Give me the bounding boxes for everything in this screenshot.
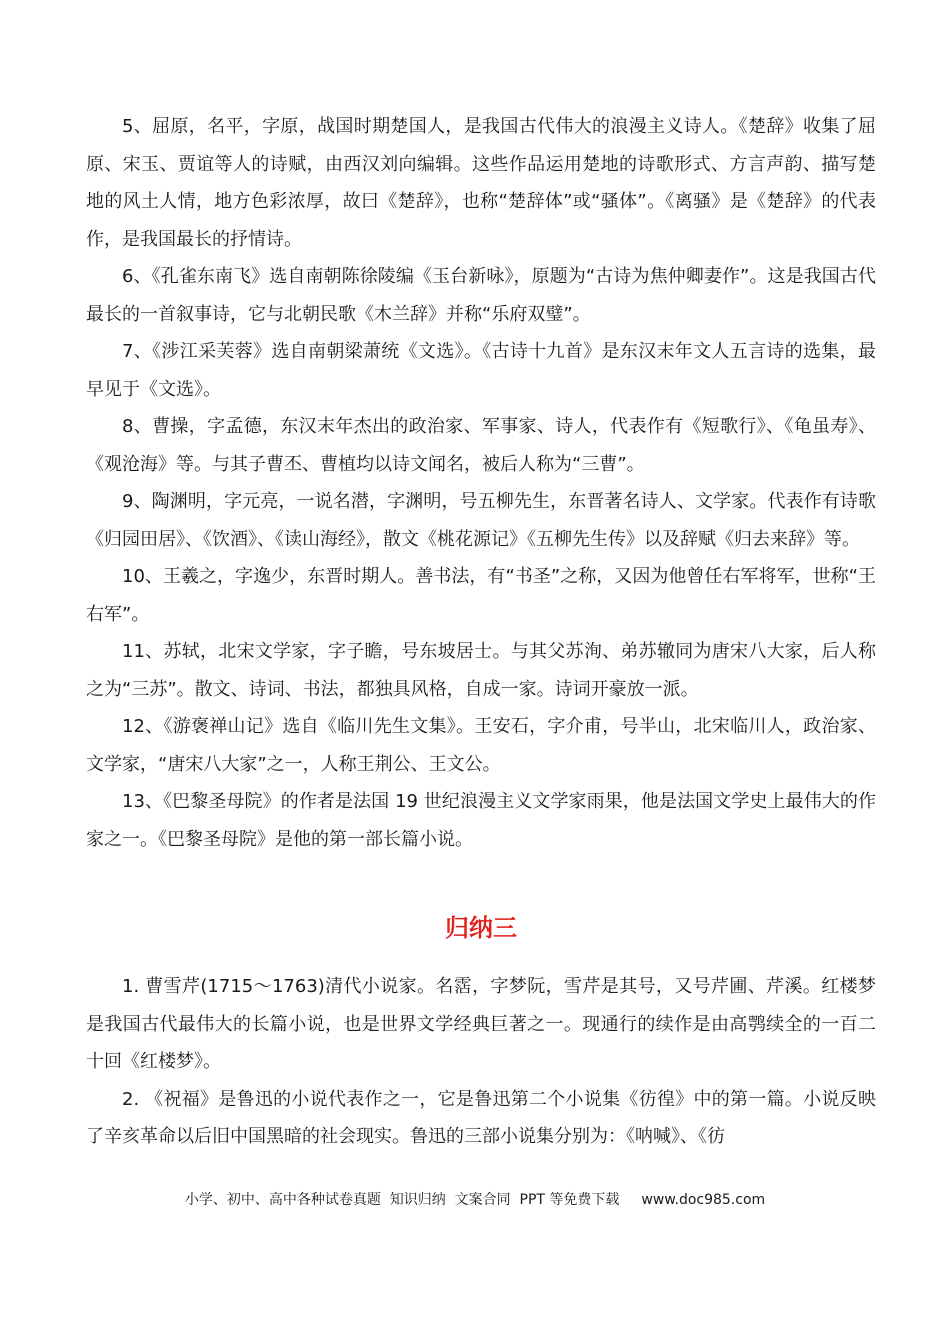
part1-section	[86, 108, 876, 858]
paragraph-10: 10、王羲之，字逸少，东晋时期人。善书法，有“书圣”之称，又因为他曾任右军将军，世称“王右军”。	[86, 566, 876, 625]
section3-body	[86, 968, 876, 1156]
paragraph-7: 7、《涉江采芙蓉》选自南朝梁萧统《文选》。《古诗十九首》是东汉末年文人五言诗的选集，最早见于《文选》。	[86, 341, 876, 400]
paragraph-13: 13、《巴黎圣母院》的作者是法国 19 世纪浪漫主义文学家雨果，他是法国文学史上最伟大的作家之一。《巴黎圣母院》是他的第一部长篇小说。	[86, 791, 876, 850]
section3-paragraph-2: 2. 《祝福》是鲁迅的小说代表作之一，它是鲁迅第二个小说集《彷徨》中的第一篇。小说反映了辛亥革命以后旧中国黑暗的社会现实。鲁迅的三部小说集分别为：《呐喊》、《彷	[86, 1088, 876, 1147]
paragraph-11: 11、苏轼，北宋文学家，字子瞻，号东坡居士。与其父苏洵、弟苏辙同为唐宋八大家，后人称之为“三苏”。散文、诗词、书法，都独具风格，自成一家。诗词开豪放一派。	[86, 641, 876, 700]
section-title: 归纳三	[445, 914, 517, 942]
paragraph-5: 5、屈原，名平，字原，战国时期楚国人，是我国古代伟大的浪漫主义诗人。《楚辞》收集了屈原、宋玉、贾谊等人的诗赋，由西汉刘向编辑。这些作品运用楚地的诗歌形式、方言声韵、描写楚地的风土人情，地方色彩浓厚，故曰《楚辞》，也称“楚辞体”或“骚体”。《离骚》是《楚辞》的代表作，是我国最长的抒情诗。	[86, 116, 876, 250]
footer-text: 小学、初中、高中各种试卷真题 知识归纳 文案合同 PPT 等免费下载	[184, 1192, 620, 1208]
paragraph-6: 6、《孔雀东南飞》选自南朝陈徐陵编《玉台新咏》，原题为“古诗为焦仲卿妻作”。这是我国古代最长的一首叙事诗，它与北朝民歌《木兰辞》并称“乐府双璧”。	[86, 266, 876, 325]
document-page	[86, 108, 876, 1156]
page-footer	[0, 1190, 950, 1210]
paragraph-8: 8、曹操，字孟德，东汉末年杰出的政治家、军事家、诗人，代表作有《短歌行》、《龟虽寿》、《观沧海》等。与其子曹丕、曹植均以诗文闻名，被后人称为“三曹”。	[86, 416, 876, 475]
footer-site-link[interactable]: www.doc985.com	[641, 1192, 766, 1208]
paragraph-9: 9、陶渊明，字元亮，一说名潜，字渊明，号五柳先生，东晋著名诗人、文学家。代表作有诗歌《归园田居》、《饮酒》、《读山海经》，散文《桃花源记》《五柳先生传》以及辞赋《归去来辞》等。	[86, 491, 876, 550]
section3-paragraph-1: 1. 曹雪芹(1715～1763)清代小说家。名霑，字梦阮，雪芹是其号，又号芹圃、芹溪。红楼梦是我国古代最伟大的长篇小说，也是世界文学经典巨著之一。现通行的续作是由高鹗续全的一百二十回《红楼梦》。	[86, 976, 876, 1072]
paragraph-12: 12、《游褒禅山记》选自《临川先生文集》。王安石，字介甫，号半山，北宋临川人，政治家、文学家，“唐宋八大家”之一，人称王荆公、王文公。	[86, 716, 876, 775]
